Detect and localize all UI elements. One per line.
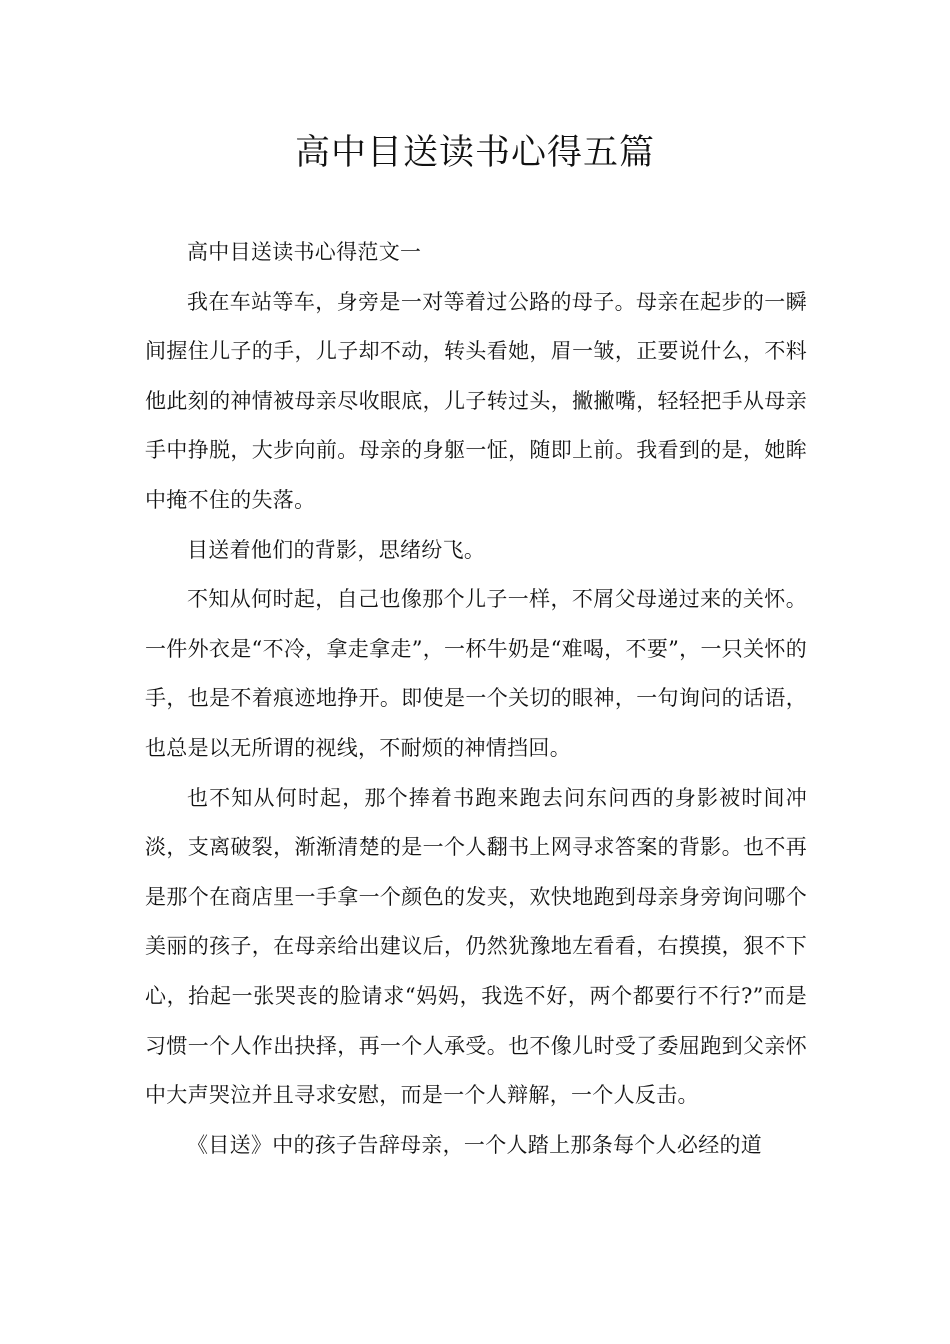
paragraph: 也不知从何时起，那个捧着书跑来跑去问东问西的身影被时间冲淡，支离破裂，渐渐清楚的是一个人翻书上网寻求答案的背影。也不再是那个在商店里一手拿一个颜色的发夹，欢快地跑到母亲身旁询问哪个美丽的孩子，在母亲给出建议后，仍然犹豫地左看看，右摸摸，狠不下心，抬起一张哭丧的脸请求“妈妈，我选不好，两个都要行不行?”而是习惯一个人作出抉择，再一个人承受。也不像儿时受了委屈跑到父亲怀中大声哭泣并且寻求安慰，而是一个人辩解，一个人反击。 (145, 785, 807, 1108)
document-body (145, 228, 807, 1170)
paragraph: 不知从何时起，自己也像那个儿子一样，不屑父母递过来的关怀。一件外衣是“不冷，拿走拿走”，一杯牛奶是“难喝，不要”，一只关怀的手，也是不着痕迹地挣开。即使是一个关切的眼神，一句询问的话语，也总是以无所谓的视线，不耐烦的神情挡回。 (145, 587, 807, 760)
paragraph: 目送着他们的背影，思绪纷飞。 (187, 537, 486, 562)
section-heading: 高中目送读书心得范文一 (187, 240, 422, 264)
paragraph: 我在车站等车，身旁是一对等着过公路的母子。母亲在起步的一瞬间握住儿子的手，儿子却不动，转头看她，眉一皱，正要说什么，不料他此刻的神情被母亲尽收眼底，儿子转过头，撇撇嘴，轻轻把手从母亲手中挣脱，大步向前。母亲的身躯一怔，随即上前。我看到的是，她眸中掩不住的失落。 (145, 289, 807, 512)
document-title: 高中目送读书心得五篇 (294, 133, 655, 173)
paragraph: 《目送》中的孩子告辞母亲，一个人踏上那条每个人必经的道 (187, 1132, 763, 1157)
